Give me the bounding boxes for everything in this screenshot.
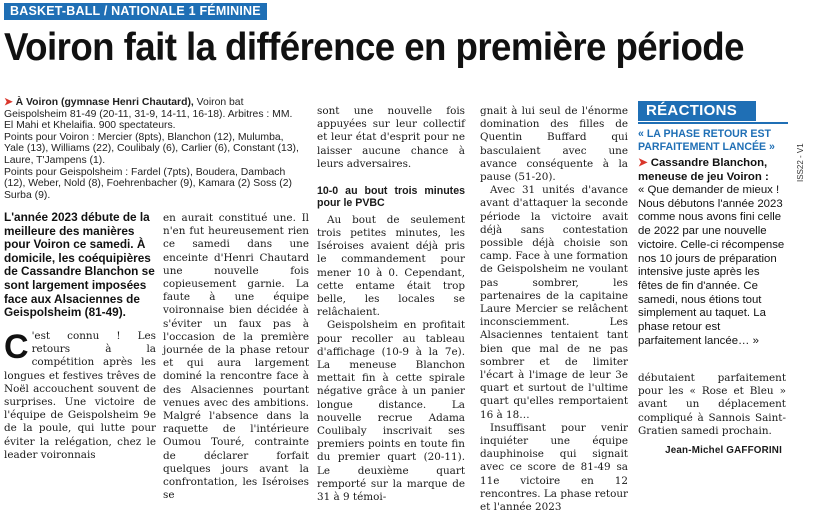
points-voiron: Points pour Voiron : Mercier (8pts), Blanchon (12), Mulumba, Yale (13), Williams (22), Coulibaly (6), Carlier (6), Constant (13), Laure, T'Jampens (1). <box>4 131 299 166</box>
body-continuation: débutaient parfaitement pour les « Rose et Bleu » avant un déplacement compliqué à Sannois Saint-Gratien samedi prochain. <box>638 372 786 437</box>
arrow-icon: ➤ <box>4 97 16 108</box>
subheading: 10-0 au bout trois minutes pour le PVBC <box>317 185 465 210</box>
reactions-header: RÉACTIONS <box>638 101 756 121</box>
body-col4-para2: Avec 31 unités d'avance avant d'attaquer la seconde période la victoire avait déjà sans contestation possible déjà choisie son camp. Face à une formation de Geispolsheim ne voulant pas sombrer, les partenaires de la capitaine Laure Mercier se relâchent inconsciemment. Les Alsaciennes tentaient tant bien que mal de ne pas sombrer et de limiter l'écart à l'image de leur 3e quart et surtout de l'ultime quart qu'elles remportaient 16 à 18… <box>480 184 628 421</box>
body-col3-para3: Geispolsheim en profitait pour recoller au tableau d'affichage (10-9 à la 7e). La meneuse Blanchon mettait fin à cette spirale négative grâce à un panier longue distance. La nouvelle recrue Adama Coulibaly inscrivait ses premiers points en toute fin du premier quart (20-11). Le deuxième quart remporté sur la marque de 31 à 9 témoi- <box>317 319 465 504</box>
arrow-icon: ➤ <box>638 157 651 169</box>
side-code: ISS22 - V1 <box>796 143 805 182</box>
match-venue: À Voiron (gymnase Henri Chautard), <box>15 97 194 108</box>
section-kicker: BASKET-BALL / NATIONALE 1 FÉMININE <box>4 3 267 20</box>
reactions-quote: « Que demander de mieux ! Nous débutons l'année 2023 comme nous avons fini celle de 2022 par une nouvelle victoire. Celle-ci récompense nos 10 jours de préparation intensive juste après les fêtes de fin d'année. Ce samedi, nous étions tout simplement au taquet. La phase retour est parfaitement lancée… » <box>638 184 785 347</box>
body-column-3 <box>317 105 465 504</box>
reactions-speaker <box>638 157 786 184</box>
match-summary <box>4 97 304 201</box>
body-column-1 <box>4 330 156 462</box>
body-col4-para1: gnait à lui seul de l'énorme domination des filles de Quentin Buffard qui basculaient avec une avance conséquente à la pause (51-20). <box>480 105 628 184</box>
body-col3-para2: Au bout de seulement trois petites minutes, les Iséroises avaient déjà pris le commandement pour mener 10 à 0. Cependant, cette entame était trop belle, les locales se relâchaient. <box>317 213 465 319</box>
article-headline: Voiron fait la différence en première période <box>4 26 744 69</box>
points-geispolsheim: Points pour Geispolsheim : Fardel (7pts), Boudera, Dambach (12), Weber, Nold (8), Foehrenbacher (9), Kamara (2) Soss (2) Surba (9). <box>4 166 292 201</box>
body-column-2: en aurait constitué une. Il n'en fut heureusement rien ce samedi dans une enceinte d'Henri Chautard une nouvelle fois copieusement garnie. La faute à une équipe voironnaise bien décidée à s'éviter un faux pas à l'occasion de la première journée de la phase retour et qui aura largement dominé la rencontre face à des Alsaciennes pourtant venues avec des ambitions. Malgré l'absence dans la raquette de l'intérieure Oumou Touré, contrainte de déclarer forfait quelques jours avant la confrontation, les Iséroises se <box>163 212 309 502</box>
reactions-rule <box>638 122 788 124</box>
author-byline: Jean-Michel GAFFORINI <box>665 445 782 456</box>
body-col4-para3: Insuffisant pour venir inquiéter une équipe dauphinoise qui signait avec ce score de 81-49 sa 11e victoire en 12 rencontres. La phase retour et l'année 2023 <box>480 421 628 514</box>
body-col1-text: 'est connu ! Les retours à la compétition après les longues et festives trêves de Noël accouchent souvent de surprises. Une victoire de l'équipe de Geispolsheim 9e de la poule, qui lutte pour éviter la relégation, chez le leader voironnais <box>4 330 156 461</box>
drop-cap: C <box>4 328 29 366</box>
article-lead: L'année 2023 débute de la meilleure des manières pour Voiron ce samedi. À domicile, les coéquipières de Cassandre Blanchon se sont largement imposées face aux Alsaciennes de Geispolsheim (81-49). <box>4 210 155 320</box>
body-column-4 <box>480 105 628 514</box>
match-result: Voiron bat Geispolsheim 81-49 (20-11, 31-9, 14-11, 16-18). Arbitres : MM. El Mahi et Khelaifia. 900 spectateurs. <box>4 97 293 132</box>
reactions-title: « LA PHASE RETOUR EST PARFAITEMENT LANCÉE » <box>638 128 775 153</box>
body-col3-para1: sont une nouvelle fois appuyées sur leur collectif et leur état d'esprit pour ne laisser aucune chance à leurs adversaires. <box>317 105 465 170</box>
speaker-name: Cassandre Blanchon, meneuse de jeu Voiron : <box>638 157 769 183</box>
